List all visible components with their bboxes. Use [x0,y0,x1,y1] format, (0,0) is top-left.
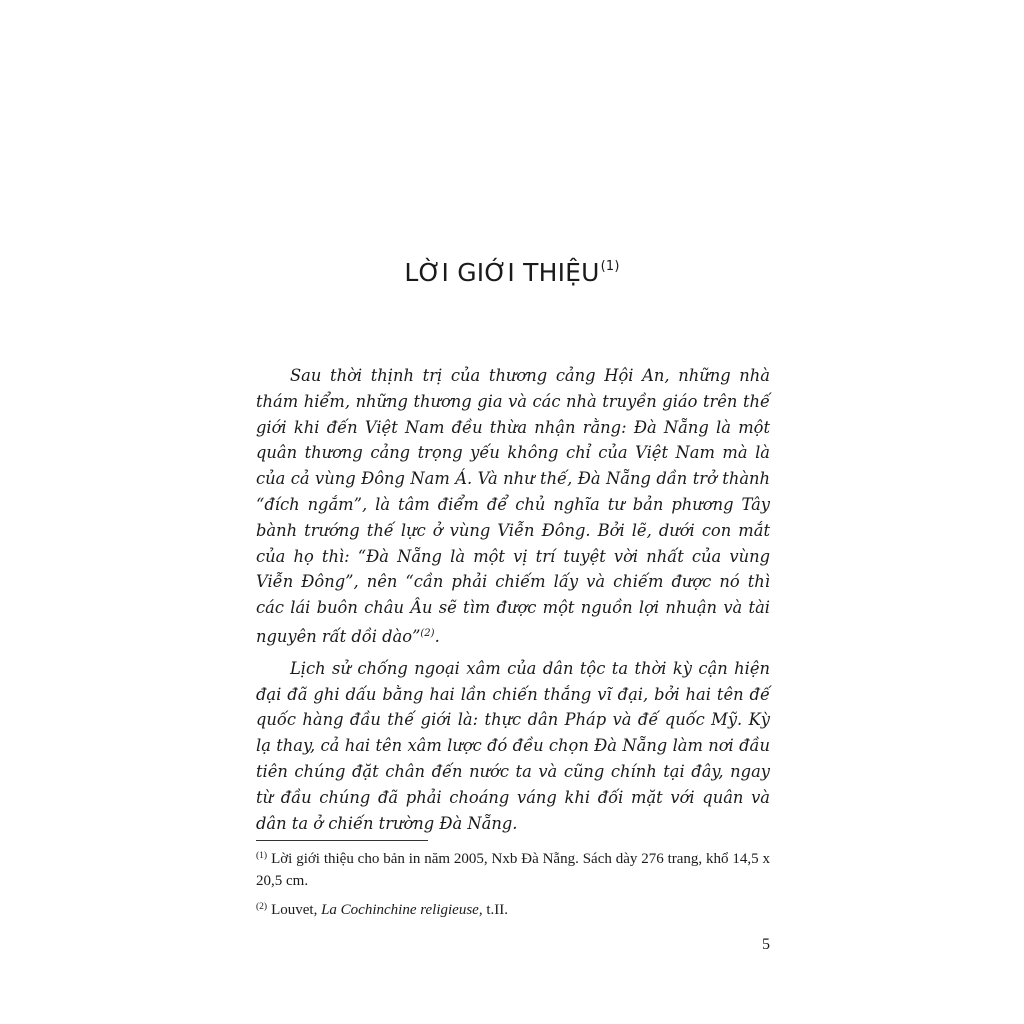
paragraph-1-footnote-ref: (2) [420,627,435,639]
page-number: 5 [762,936,770,953]
paragraph-1 [256,363,770,650]
paragraph-1-text: Sau thời thịnh trị của thương cảng Hội An, những nhà thám hiểm, những thương gia và các nhà truyền giáo trên thế giới khi đến Việt Nam đều thừa nhận rằng: Đà Nẵng là một quân thương cảng trọng yếu không chỉ của Việt Nam mà là của cả vùng Đông Nam Á. Và như thế, Đà Nẵng dần trở thành “đích ngắm”, là tâm điểm để chủ nghĩa tư bản phương Tây bành trướng thế lực ở vùng Viễn Đông. Bởi lẽ, dưới con mắt của họ thì: “Đà Nẵng là một vị trí tuyệt vời nhất của vùng Viễn Đông”, nên “cần phải chiếm lấy và chiếm được nó thì các lái buôn châu Âu sẽ tìm được một nguồn lợi nhuận và tài nguyên rất dồi dào” [256,366,770,646]
body-text [256,363,770,836]
title-footnote-ref: (1) [600,259,620,274]
footnotes [256,846,770,922]
paragraph-2-text: Lịch sử chống ngoại xâm của dân tộc ta thời kỳ cận hiện đại đã ghi dấu bằng hai lần chiến thắng vĩ đại, bởi hai tên đế quốc hàng đầu thế giới là: thực dân Pháp và đế quốc Mỹ. Kỳ lạ thay, cả hai tên xâm lược đó đều chọn Đà Nẵng làm nơi đầu tiên chúng đặt chân đến nước ta và cũng chính tại đây, ngay từ đầu chúng đã phải choáng váng khi đối mặt với quân và dân ta ở chiến trường Đà Nẵng. [256,658,770,833]
footnote-divider [256,840,428,841]
footnote-1 [256,846,770,892]
page-title-text: LỜI GIỚI THIỆU [404,258,600,287]
page-title [0,258,1024,287]
footnote-2-title: La Cochinchine religieuse, [321,902,483,918]
footnote-1-text: Lời giới thiệu cho bản in năm 2005, Nxb Đà Nẵng. Sách dày 276 trang, khổ 14,5 x 20,5 cm. [256,851,770,889]
footnote-1-marker: (1) [256,851,268,861]
footnote-2 [256,897,770,922]
footnote-2-rest: t.II. [482,902,508,918]
footnote-2-author: Louvet, [271,902,322,918]
paragraph-2 [256,656,770,837]
footnote-2-marker: (2) [256,902,268,912]
paragraph-1-tail: . [434,626,440,646]
